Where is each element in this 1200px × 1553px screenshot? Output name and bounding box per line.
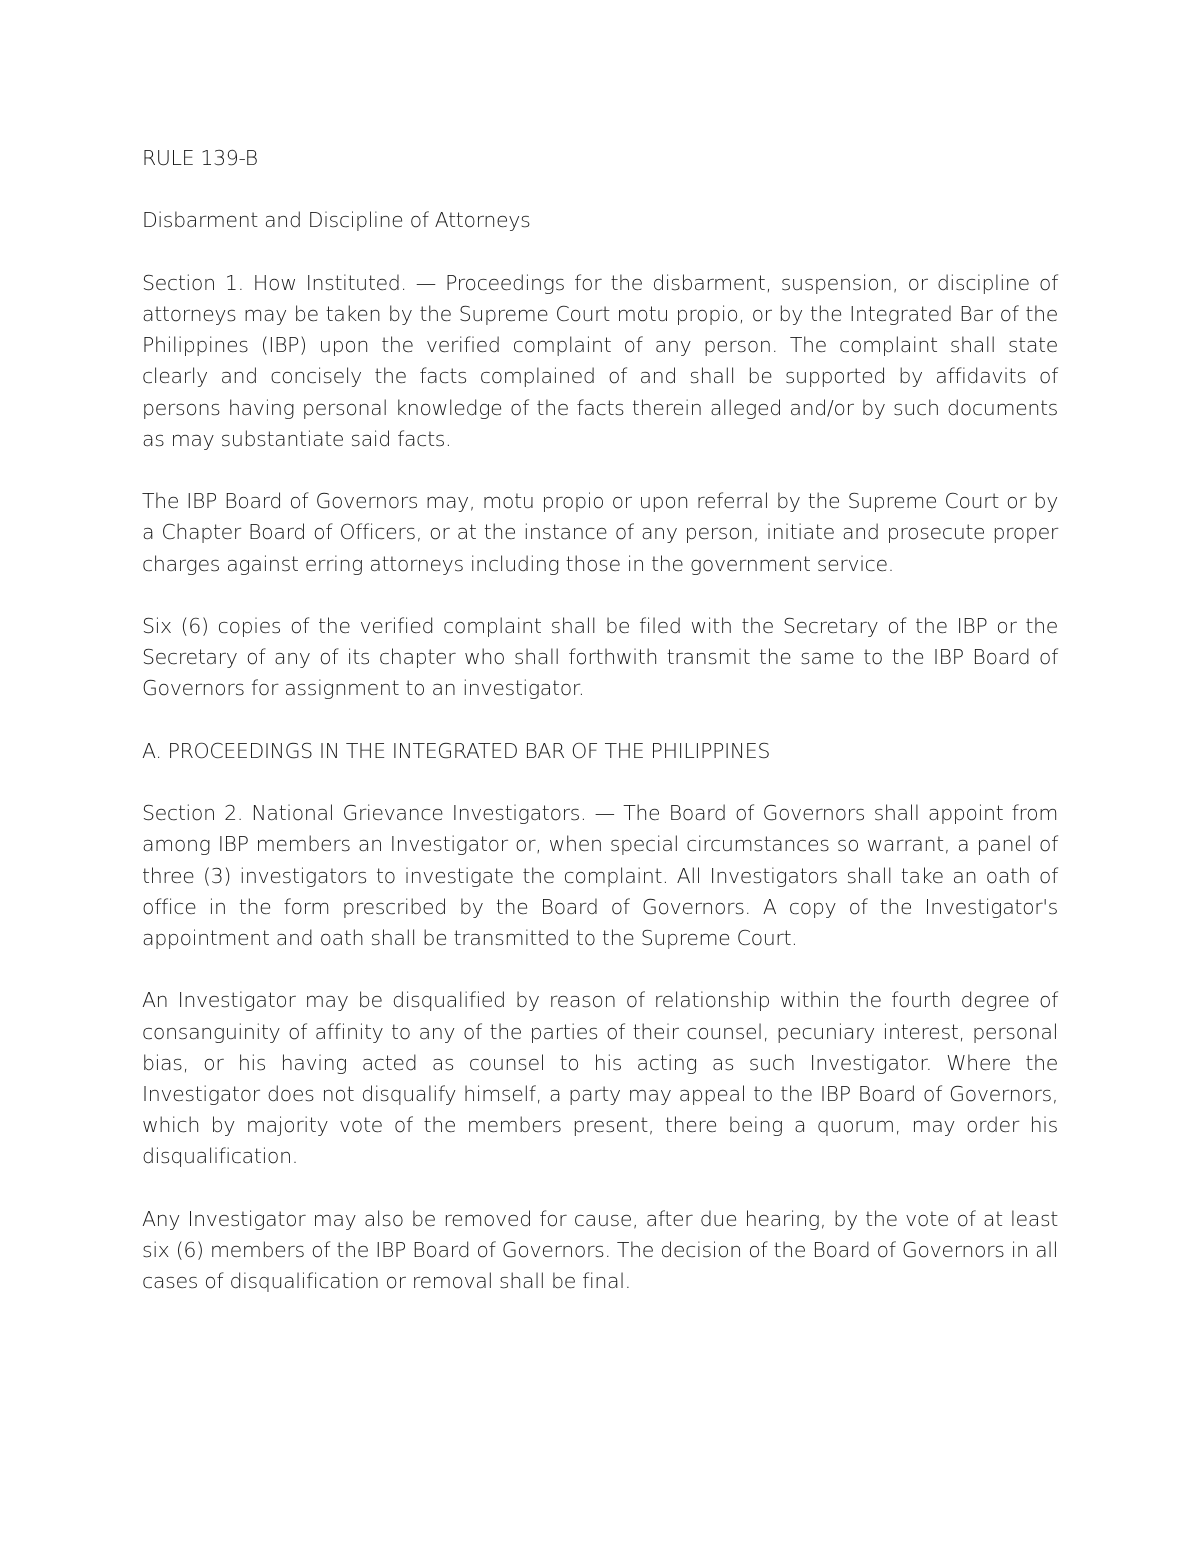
section-2-paragraph: Section 2. National Grievance Investigators. — The Board of Governors shall appoint from among IBP members an Investigator or, when special circumstances so warrant, a panel of three (3) investigators to investigate the complaint. All Investigators shall take an oath of office in the form prescribed by the Board of Governors. A copy of the Investigator's appointment and oath shall be transmitted to the Supreme Court. — [142, 801, 1058, 950]
section-1-paragraph: Section 1. How Instituted. — Proceedings for the disbarment, suspension, or discipline of attorneys may be taken by the Supreme Court motu propio, or by the Integrated Bar of the Philippines (IBP) upon the verified complaint of any person. The complaint shall state clearly and concisely the facts complained of and shall be supported by affidavits of persons having personal knowledge of the facts therein alleged and/or by such documents as may substantiate said facts. — [142, 270, 1058, 451]
section-heading: A. PROCEEDINGS IN THE INTEGRATED BAR OF THE PHILIPPINES — [142, 738, 771, 763]
removal-paragraph: Any Investigator may also be removed for cause, after due hearing, by the vote of at least six (6) members of the IBP Board of Governors. The decision of the Board of Governors in all cases of disqualification or removal shall be final. — [142, 1206, 1058, 1294]
copies-paragraph: Six (6) copies of the verified complaint shall be filed with the Secretary of the IBP or the Secretary of any of its chapter who shall forthwith transmit the same to the IBP Board of Governors for assignment to an investigator. — [142, 613, 1058, 701]
document-subtitle: Disbarment and Discipline of Attorneys — [142, 208, 531, 233]
rule-title: RULE 139-B — [142, 146, 258, 170]
ibp-board-paragraph: The IBP Board of Governors may, motu propio or upon referral by the Supreme Court or by a Chapter Board of Officers, or at the instance of any person, initiate and prosecute proper charges against erring attorneys including those in the government service. — [142, 489, 1058, 576]
document-page — [142, 143, 1058, 1297]
disqualification-paragraph: An Investigator may be disqualified by reason of relationship within the fourth degree of consanguinity of affinity to any of the parties of their counsel, pecuniary interest, personal bias, or his having acted as counsel to his acting as such Investigator. Where the Investigator does not disqualify himself, a party may appeal to the IBP Board of Governors, which by majority vote of the members present, there being a quorum, may order his disqualification. — [142, 988, 1058, 1169]
